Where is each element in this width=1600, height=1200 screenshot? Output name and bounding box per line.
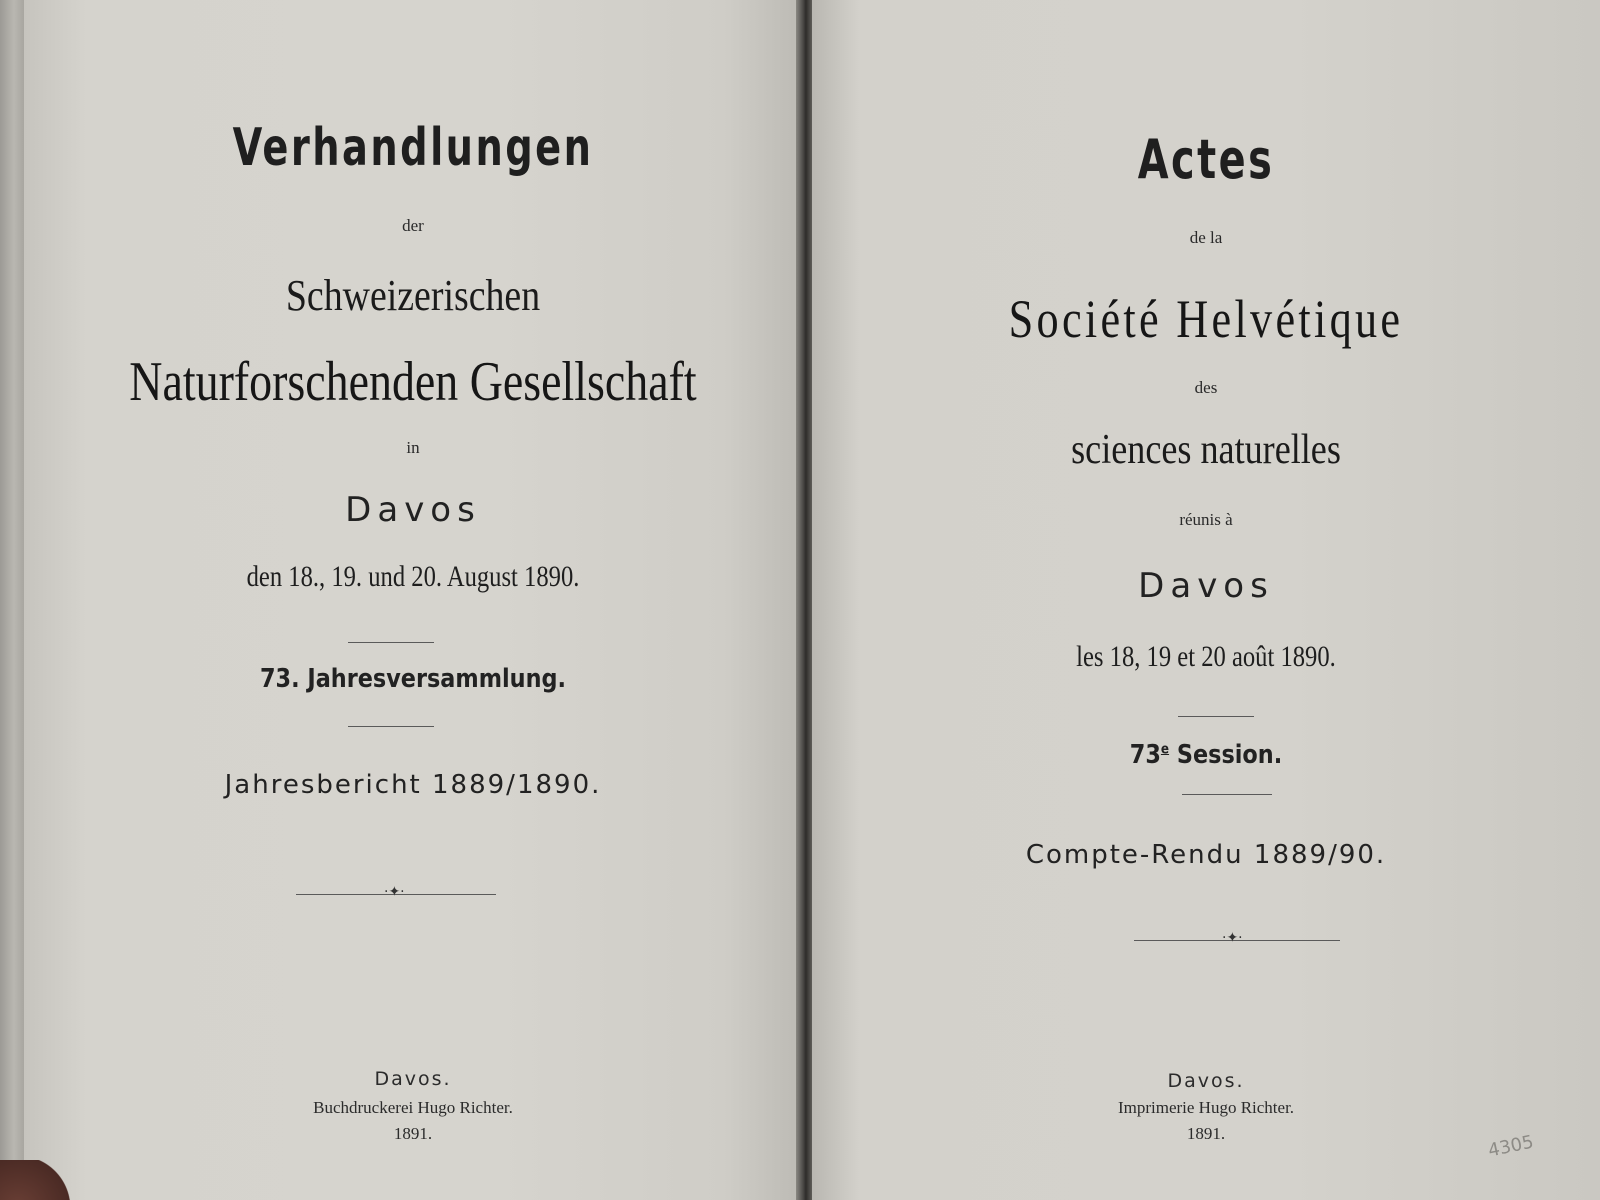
right-session-sup: e: [1160, 741, 1170, 758]
right-ornament-icon: ·✦·: [1222, 930, 1243, 946]
right-society-line1: Société Helvétique: [1008, 289, 1404, 349]
left-date: den 18., 19. und 20. August 1890.: [246, 560, 580, 593]
left-imprint-printer: Buchdruckerei Hugo Richter.: [313, 1098, 513, 1117]
right-session-number: 73: [1129, 740, 1161, 770]
left-der: der: [402, 216, 424, 235]
right-de-la: de la: [1189, 228, 1223, 247]
right-des: des: [1194, 378, 1218, 397]
right-session: [867, 740, 1545, 770]
left-report: Jahresbericht 1889/1890.: [224, 770, 602, 800]
left-ornament-icon: ·✦·: [384, 884, 405, 900]
left-society-line2: Naturforschenden Gesellschaft: [129, 351, 697, 413]
left-imprint-year: 1891.: [393, 1124, 433, 1143]
left-place: Davos: [345, 490, 481, 530]
right-date: les 18, 19 et 20 août 1890.: [1076, 640, 1336, 673]
left-rule-1: [348, 642, 434, 643]
right-title: Actes: [1137, 128, 1275, 191]
right-place: Davos: [1138, 566, 1274, 606]
left-society-line1: Schweizerischen: [285, 271, 541, 320]
right-rule-2: [1182, 794, 1272, 795]
right-report: Compte-Rendu 1889/90.: [1025, 840, 1387, 870]
right-reunis: réunis à: [1179, 510, 1233, 529]
right-session-word: Session.: [1176, 740, 1283, 770]
right-shelfmark: 4305: [1486, 1131, 1536, 1162]
left-title-page: [24, 0, 802, 1200]
right-title-page: [812, 0, 1600, 1200]
left-title: Verhandlungen: [232, 118, 594, 178]
left-session: 73. Jahresversammlung.: [260, 664, 566, 694]
right-imprint-year: 1891.: [1186, 1124, 1226, 1143]
right-rule-1: [1178, 716, 1254, 717]
right-imprint-printer: Imprimerie Hugo Richter.: [1117, 1098, 1295, 1117]
right-imprint-place: Davos.: [1167, 1070, 1245, 1092]
left-rule-2: [348, 726, 434, 727]
left-imprint-place: Davos.: [374, 1068, 452, 1090]
right-society-line2: sciences naturelles: [1071, 427, 1341, 473]
left-in: in: [406, 438, 420, 457]
